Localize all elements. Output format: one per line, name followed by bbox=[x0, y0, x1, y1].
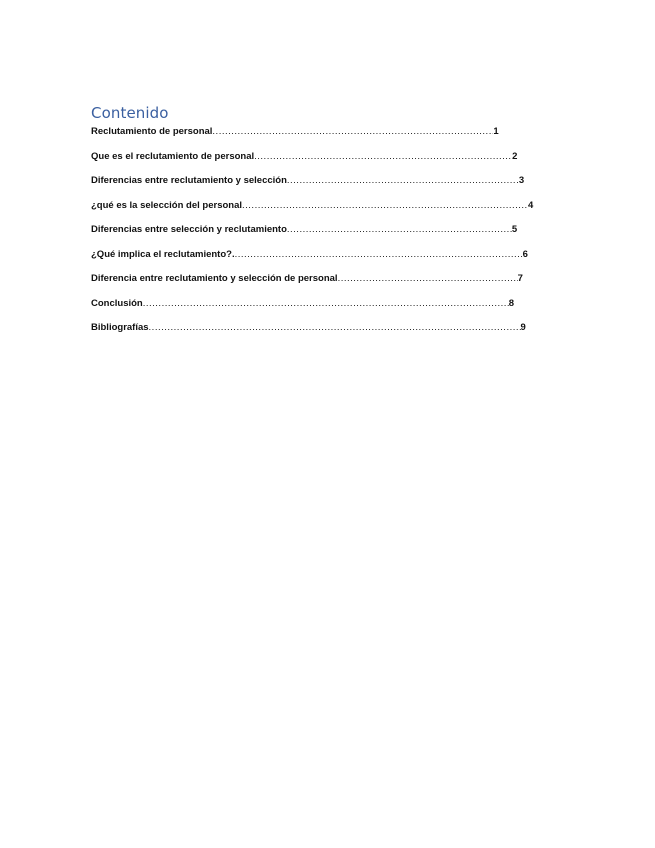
toc-entry[interactable] bbox=[91, 273, 561, 298]
table-of-contents bbox=[91, 104, 561, 347]
toc-entry-page: 9 bbox=[520, 322, 526, 333]
toc-dot-leader bbox=[287, 224, 512, 235]
toc-dot-leader bbox=[235, 249, 523, 260]
toc-entry-page: 6 bbox=[522, 248, 528, 260]
toc-entry-page: 8 bbox=[508, 297, 515, 309]
toc-dot-leader bbox=[242, 200, 528, 211]
toc-entry-page: 7 bbox=[517, 273, 523, 284]
toc-dot-leader bbox=[212, 126, 493, 137]
toc-entry-label: Que es el reclutamiento de personal bbox=[91, 150, 255, 162]
toc-entry-page: 3 bbox=[518, 175, 525, 186]
toc-entry[interactable] bbox=[91, 175, 561, 200]
toc-entry-page: 5 bbox=[511, 224, 518, 235]
toc-entry-page: 1 bbox=[493, 126, 499, 137]
toc-dot-leader bbox=[143, 298, 509, 309]
toc-entry-label: ¿Qué implica el reclutamiento?. bbox=[91, 248, 235, 260]
toc-entry[interactable] bbox=[91, 249, 561, 274]
toc-entry[interactable] bbox=[91, 126, 511, 151]
toc-entry-label: ¿qué es la selección del personal bbox=[91, 199, 243, 211]
toc-list bbox=[91, 126, 561, 347]
toc-dot-leader bbox=[287, 175, 519, 186]
toc-entry-page: 2 bbox=[512, 150, 518, 162]
toc-entry[interactable] bbox=[91, 224, 561, 249]
toc-entry-label: Diferencias entre reclutamiento y selección bbox=[91, 175, 287, 186]
toc-entry[interactable] bbox=[91, 322, 561, 347]
toc-dot-leader bbox=[149, 322, 521, 333]
toc-dot-leader bbox=[338, 273, 518, 284]
toc-entry-label: Reclutamiento de personal bbox=[91, 126, 213, 137]
toc-entry[interactable] bbox=[91, 298, 561, 323]
toc-entry-label: Diferencias entre selección y reclutamiento bbox=[91, 224, 287, 235]
toc-title: Contenido bbox=[91, 104, 169, 122]
toc-entry[interactable] bbox=[91, 151, 561, 176]
toc-dot-leader bbox=[254, 151, 512, 162]
toc-entry-label: Bibliografías bbox=[91, 322, 149, 333]
toc-entry-label: Conclusión bbox=[91, 297, 143, 309]
toc-entry-page: 4 bbox=[528, 199, 534, 211]
toc-entry-label: Diferencia entre reclutamiento y selección de personal bbox=[91, 273, 338, 284]
toc-entry[interactable] bbox=[91, 200, 561, 225]
